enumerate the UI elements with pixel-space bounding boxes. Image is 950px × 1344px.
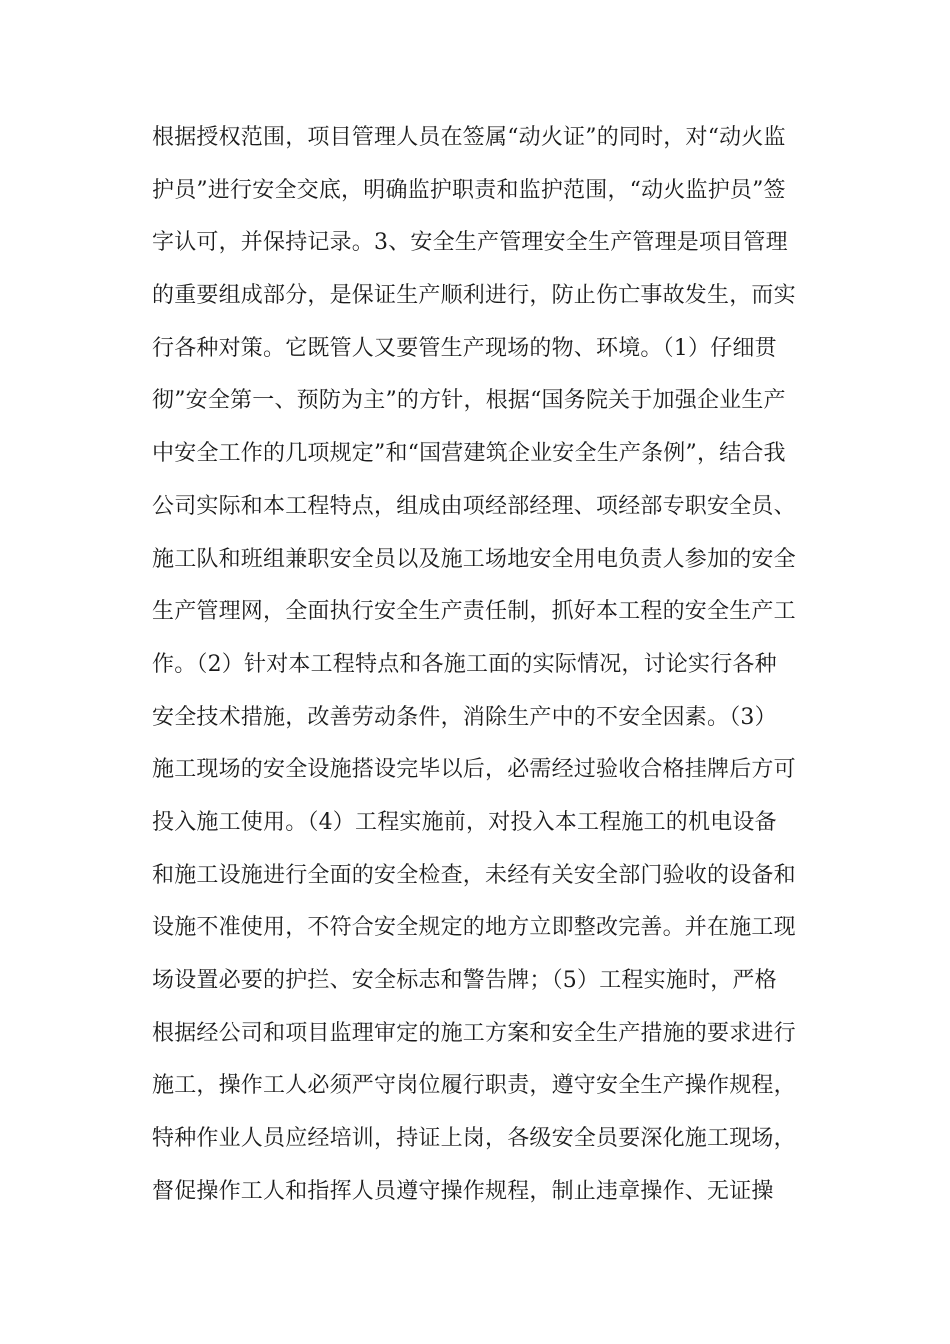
text-line: 场设置必要的护拦、安全标志和警告牌；（5）工程实施时，严格	[152, 968, 777, 993]
text-line: 施工队和班组兼职安全员以及施工场地安全用电负责人参加的安全	[152, 546, 796, 572]
text-line: 设施不准使用，不符合安全规定的地方立即整改完善。并在施工现	[152, 915, 796, 941]
text-line: 根据授权范围，项目管理人员在签属“动火证”的同时，对“动火监	[152, 125, 786, 150]
text-line: 投入施工使用。（4）工程实施前，对投入本工程施工的机电设备	[152, 809, 777, 835]
text-line: 安全技术措施，改善劳动条件，消除生产中的不安全因素。（3）	[152, 704, 777, 730]
text-line: 督促操作工人和指挥人员遵守操作规程，制止违章操作、无证操	[152, 1178, 774, 1204]
text-line: 根据经公司和项目监理审定的施工方案和安全生产措施的要求进行	[152, 1020, 796, 1046]
text-line: 和施工设施进行全面的安全检查，未经有关安全部门验收的设备和	[152, 862, 796, 888]
text-line: 的重要组成部分，是保证生产顺利进行，防止伤亡事故发生，而实	[152, 283, 796, 309]
text-line: 作。（2）针对本工程特点和各施工面的实际情况，讨论实行各种	[152, 651, 777, 677]
text-line: 生产管理网，全面执行安全生产责任制，抓好本工程的安全生产工	[152, 599, 796, 625]
text-line: 施工，操作工人必须严守岗位履行职责，遵守安全生产操作规程，	[152, 1073, 796, 1099]
text-line: 施工现场的安全设施搭设完毕以后，必需经过验收合格挂牌后方可	[152, 757, 796, 783]
text-line: 字认可，并保持记录。3、安全生产管理安全生产管理是项目管理	[152, 230, 788, 256]
text-line: 彻”安全第一、预防为主”的方针，根据“国务院关于加强企业生产	[152, 388, 786, 414]
text-line: 中安全工作的几项规定”和“国营建筑企业安全生产条例”，结合我	[152, 441, 786, 467]
text-line: 特种作业人员应经培训，持证上岗，各级安全员要深化施工现场，	[152, 1126, 796, 1152]
text-line: 行各种对策。它既管人又要管生产现场的物、环境。（1）仔细贯	[152, 335, 777, 361]
text-line: 护员”进行安全交底，明确监护职责和监护范围，“动火监护员”签	[152, 177, 786, 203]
body-paragraph	[152, 118, 812, 1224]
text-line: 公司实际和本工程特点，组成由项经部经理、项经部专职安全员、	[152, 493, 796, 519]
